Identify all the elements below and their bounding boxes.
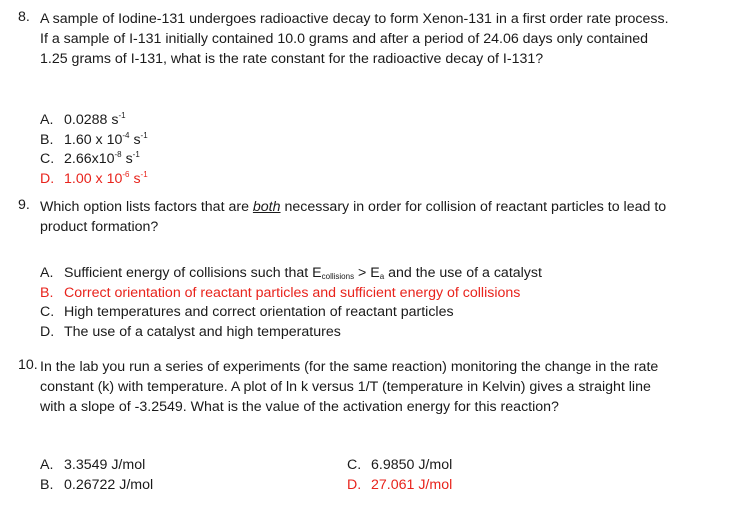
- option-unit: s: [129, 131, 141, 148]
- option-d[interactable]: [40, 323, 542, 343]
- question-number: 8.: [18, 9, 30, 25]
- option-value: 0.0288 s: [64, 112, 119, 128]
- option-b-correct[interactable]: [40, 284, 542, 304]
- option-unit: s: [129, 170, 141, 187]
- option-letter: C.: [347, 457, 362, 473]
- option-text: 3.3549 J/mol: [64, 457, 146, 473]
- option-letter: B.: [40, 284, 54, 301]
- option-subscript: collisions: [321, 272, 355, 281]
- option-text: and the use of a catalyst: [384, 265, 542, 281]
- question-9: [18, 197, 678, 237]
- question-text: [40, 197, 678, 237]
- option-letter: A.: [40, 112, 54, 128]
- option-c[interactable]: [40, 303, 542, 323]
- option-d-correct[interactable]: [40, 170, 148, 190]
- question-8: [18, 9, 678, 69]
- option-subscript: a: [379, 272, 385, 281]
- option-unit-exponent: -1: [140, 169, 148, 179]
- question-number: 10.: [18, 357, 38, 373]
- option-a[interactable]: [40, 264, 542, 284]
- option-letter: D.: [40, 323, 55, 340]
- option-letter: A.: [40, 265, 54, 281]
- question-text-part: Which option lists factors that are: [40, 199, 253, 215]
- option-c[interactable]: [347, 456, 452, 476]
- option-text: 27.061 J/mol: [371, 476, 453, 493]
- option-letter: D.: [347, 476, 362, 493]
- question-10: [18, 357, 678, 417]
- option-value: 2.66x10: [64, 151, 115, 167]
- question-8-options: [40, 111, 148, 189]
- option-letter: D.: [40, 170, 55, 187]
- option-b[interactable]: [40, 131, 148, 151]
- question-9-options: [40, 264, 542, 342]
- question-10-options: [40, 456, 640, 495]
- option-letter: B.: [40, 476, 54, 493]
- option-c[interactable]: [40, 150, 148, 170]
- option-unit-exponent: -1: [140, 130, 148, 140]
- option-value: 1.60 x 10: [64, 131, 123, 148]
- option-letter: C.: [40, 151, 55, 167]
- option-unit-exponent: -1: [132, 150, 140, 159]
- option-letter: A.: [40, 457, 54, 473]
- option-text: Sufficient energy of collisions such that E: [64, 265, 322, 281]
- question-number: 9.: [18, 197, 30, 213]
- question-text-part: necessary in order for collision of reactant particles to lead to product formation?: [40, 199, 667, 235]
- emphasis-word: both: [252, 199, 281, 215]
- option-text: 0.26722 J/mol: [64, 476, 154, 493]
- option-b[interactable]: [40, 476, 640, 496]
- option-exponent: -1: [118, 111, 126, 120]
- option-text: High temperatures and correct orientation of reactant particles: [64, 304, 454, 320]
- option-a[interactable]: [40, 111, 148, 131]
- option-exponent: -8: [114, 150, 122, 159]
- option-value: 1.00 x 10: [64, 170, 123, 187]
- question-text: A sample of Iodine-131 undergoes radioactive decay to form Xenon-131 in a first order rate process. If a sample of I-131 initially contained 10.0 grams and after a period of 24.06 days only contained 1.25 grams of I-131, what is the rate constant for the radioactive decay of I-131?: [40, 11, 669, 67]
- option-d-correct[interactable]: [347, 476, 452, 496]
- option-text: The use of a catalyst and high temperatures: [64, 323, 341, 340]
- option-exponent: -6: [122, 169, 130, 179]
- option-unit: s: [121, 151, 133, 167]
- option-letter: B.: [40, 131, 54, 148]
- option-letter: C.: [40, 304, 55, 320]
- option-text: > E: [354, 265, 380, 281]
- question-text: In the lab you run a series of experiments (for the same reaction) monitoring the change in the rate constant (k) with temperature. A plot of ln k versus 1/T (temperature in Kelvin) gives a straight line with a slope of -3.2549. What is the value of the activation energy for this reaction?: [40, 359, 659, 415]
- option-text: Correct orientation of reactant particles and sufficient energy of collisions: [64, 284, 521, 301]
- option-text: 6.9850 J/mol: [371, 457, 453, 473]
- option-a[interactable]: [40, 456, 640, 476]
- option-exponent: -4: [122, 130, 130, 140]
